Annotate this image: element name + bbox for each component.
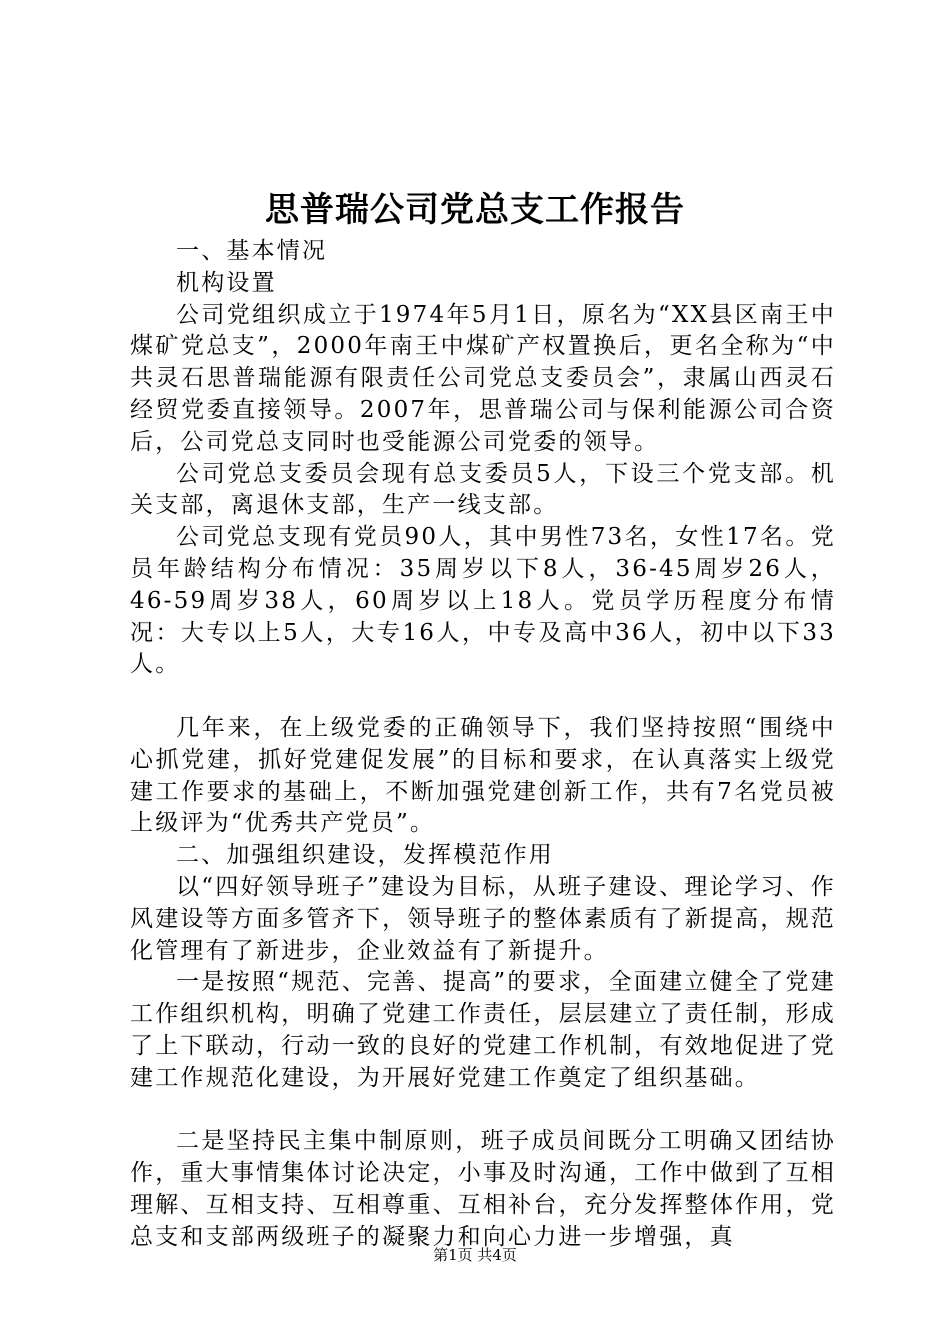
paragraph: 几年来，在上级党委的正确领导下，我们坚持按照“围绕中心抓党建，抓好党建促发展”的目标和要求，在认真落实上级党建工作要求的基础上，不断加强党建创新工作，共有7名党员被上级评为“优秀共产党员”。 — [130, 714, 836, 837]
page-footer: 第1页 共4页 — [433, 1246, 517, 1264]
subsection-heading: 机构设置 — [176, 269, 277, 296]
paragraph: 公司党总支委员会现有总支委员5人，下设三个党支部。机关支部，离退休支部，生产一线支部。 — [130, 460, 836, 519]
section-heading: 一、基本情况 — [176, 238, 328, 264]
document-body — [130, 236, 836, 1254]
section-heading: 二、加强组织建设，发挥模范作用 — [176, 842, 554, 869]
paragraph: 公司党总支现有党员90人，其中男性73名，女性17名。党员年龄结构分布情况：35周岁以下8人，36-45周岁26人，46-59周岁38人，60周岁以上18人。党员学历程度分布情况：大专以上5人，大专16人，中专及高中36人，初中以下33人。 — [130, 524, 836, 678]
paragraph: 一是按照“规范、完善、提高”的要求，全面建立健全了党建工作组织机构，明确了党建工作责任，层层建立了责任制，形成了上下联动，行动一致的良好的党建工作机制，有效地促进了党建工作规范化建设，为开展好党建工作奠定了组织基础。 — [130, 969, 836, 1091]
paragraph: 以“四好领导班子”建设为目标，从班子建设、理论学习、作风建设等方面多管齐下，领导班子的整体素质有了新提高，规范化管理有了新进步，企业效益有了新提升。 — [130, 873, 836, 964]
document-title: 思普瑞公司党总支工作报告 — [265, 190, 685, 230]
paragraph: 二是坚持民主集中制原则，班子成员间既分工明确又团结协作，重大事情集体讨论决定，小事及时沟通，工作中做到了互相理解、互相支持、互相尊重、互相补台，充分发挥整体作用，党总支和支部两级班子的凝聚力和向心力进一步增强，真 — [130, 1128, 836, 1250]
paragraph: 公司党组织成立于1974年5月1日，原名为“XX县区南王中煤矿党总支”，2000年南王中煤矿产权置换后，更名全称为“中共灵石思普瑞能源有限责任公司党总支委员会”，隶属山西灵石经贸党委直接领导。2007年，思普瑞公司与保利能源公司合资后，公司党总支同时也受能源公司党委的领导。 — [130, 301, 836, 455]
